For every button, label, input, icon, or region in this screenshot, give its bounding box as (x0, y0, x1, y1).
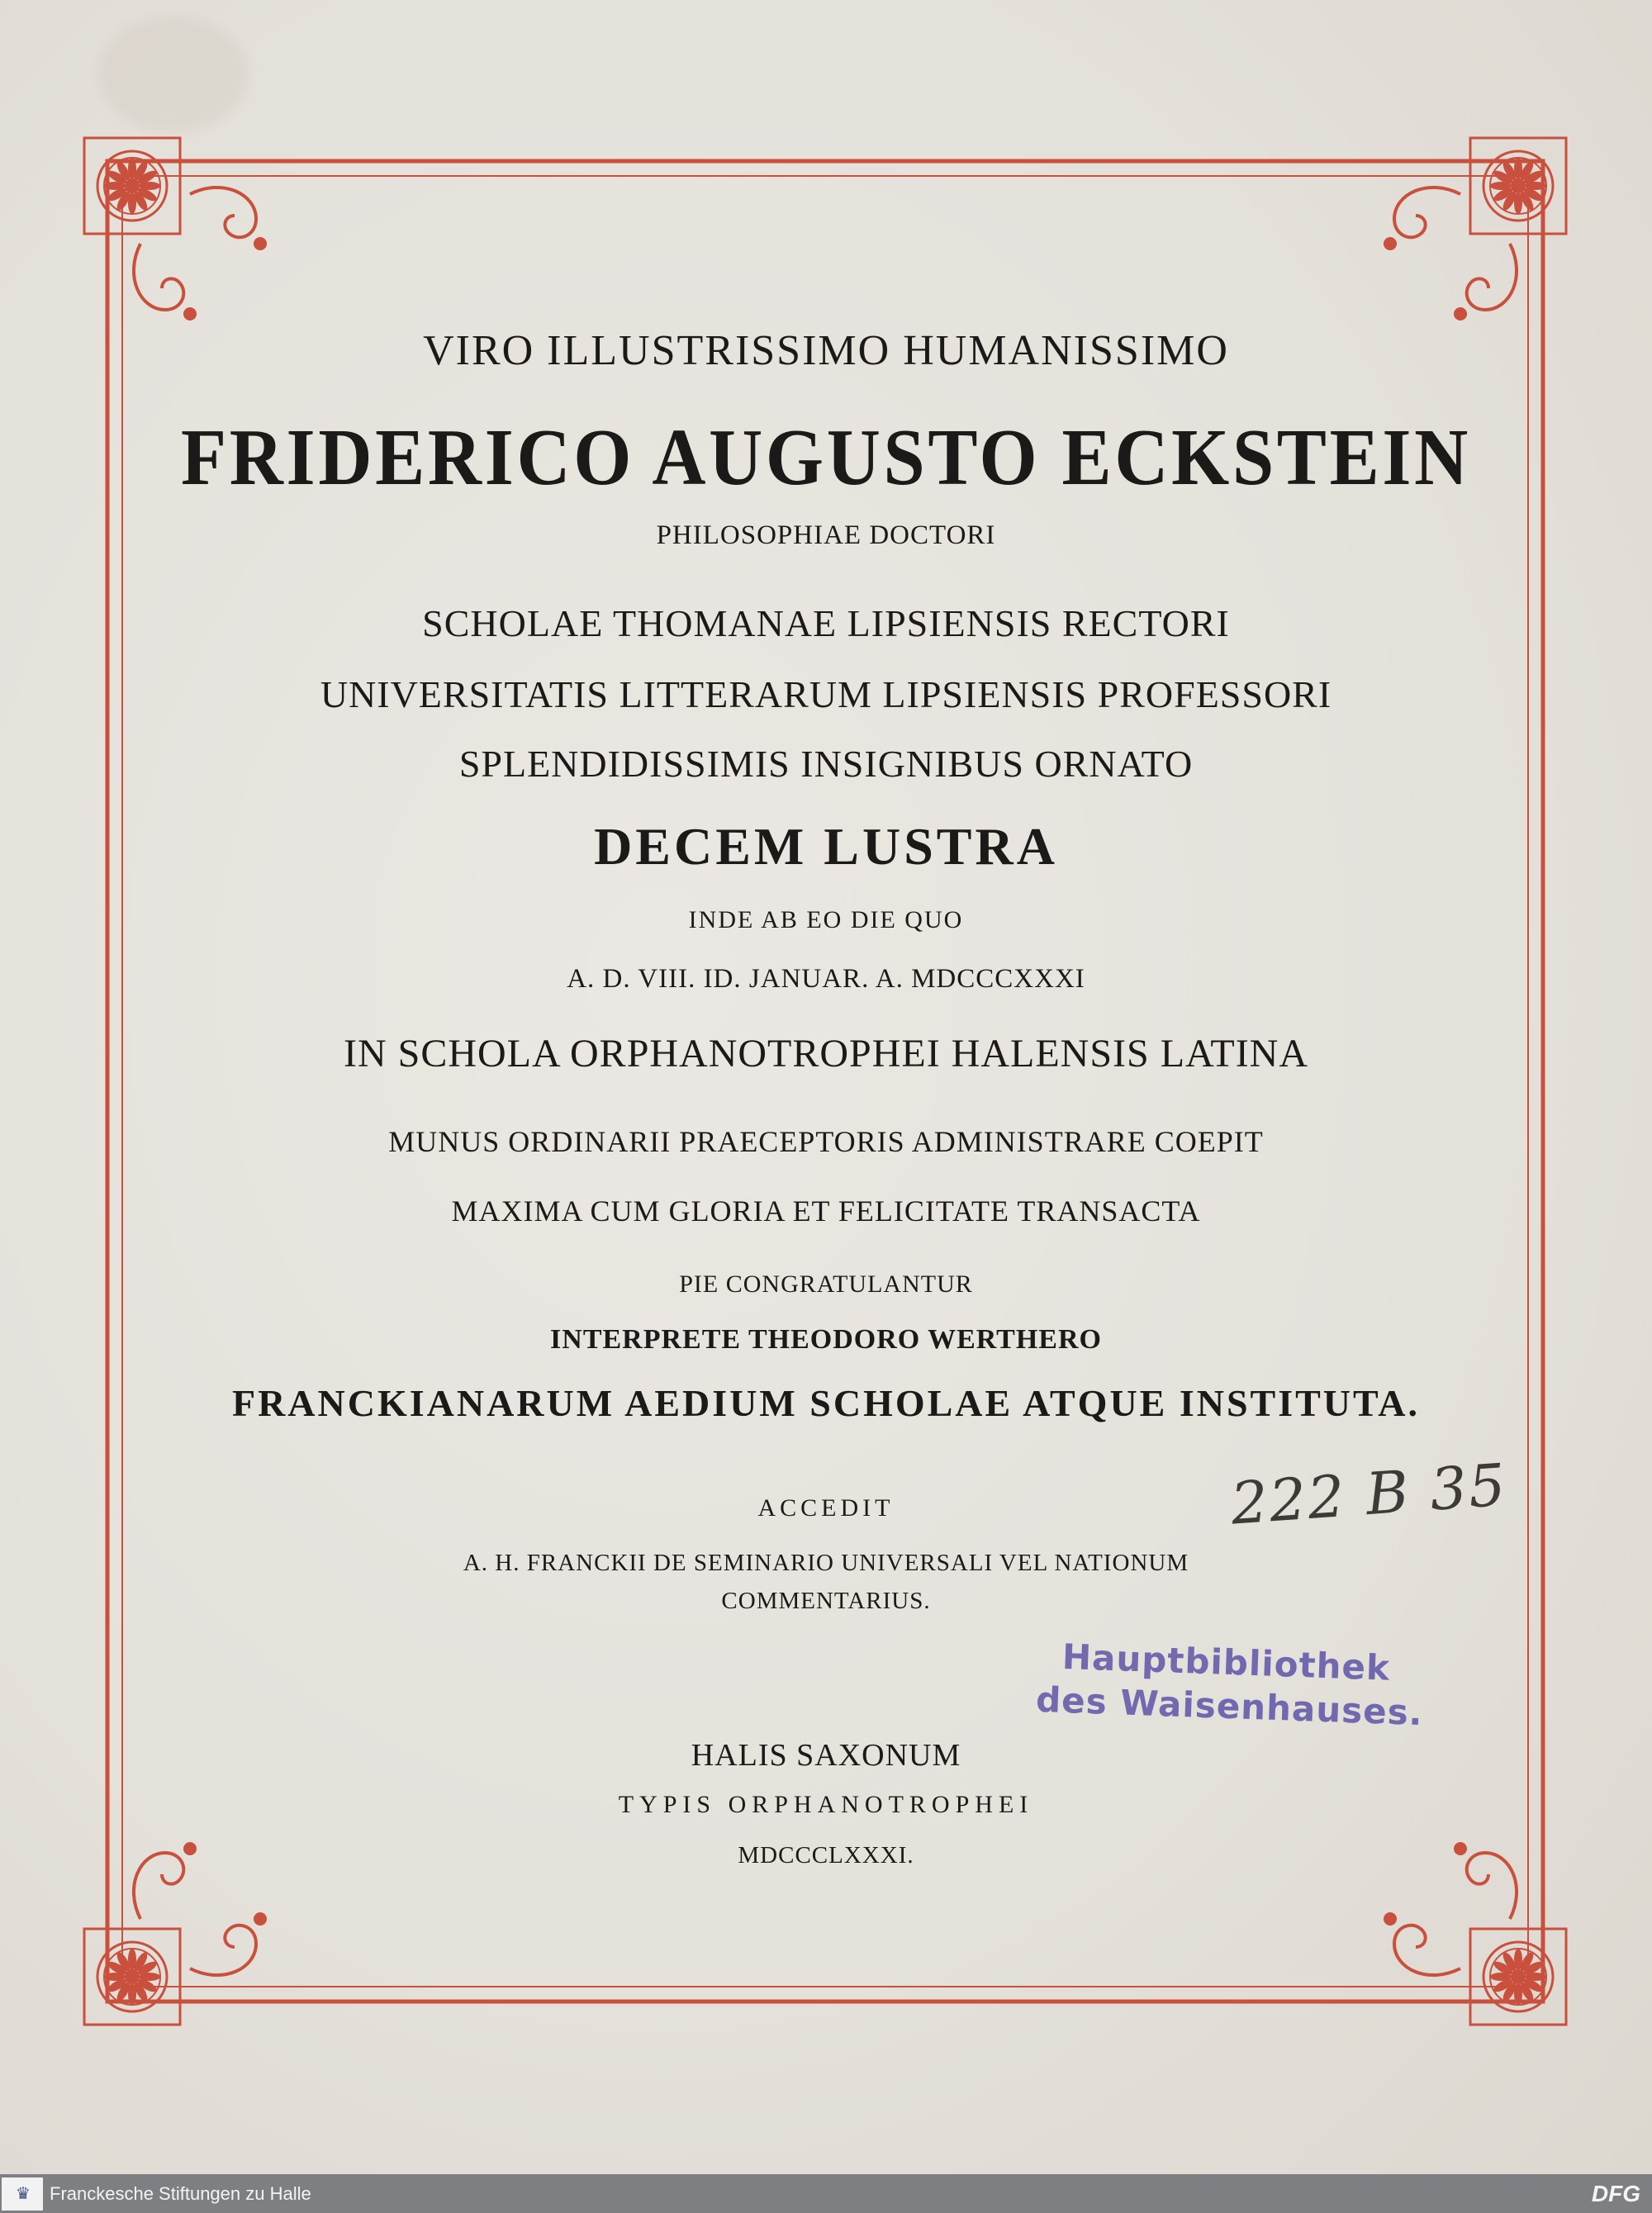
institution-logo-icon: ♛ (2, 2177, 43, 2211)
occasion-heading: DECEM LUSTRA (594, 817, 1058, 876)
corner-ornament-tr (1385, 138, 1566, 319)
degree-line: PHILOSOPHIAE DOCTORI (656, 520, 996, 550)
appendix-line-1: A. H. FRANCKII DE SEMINARIO UNIVERSALI VEL NATIONUM (463, 1550, 1189, 1576)
footer-institution: Franckesche Stiftungen zu Halle (50, 2183, 311, 2204)
place-line: HALIS SAXONUM (691, 1738, 961, 1773)
year-line: MDCCCLXXXI. (738, 1842, 914, 1869)
stamp-line-2: des Waisenhauses. (1035, 1679, 1424, 1734)
printer-line: TYPIS ORPHANOTROPHEI (618, 1791, 1034, 1818)
viewer-footer-bar (0, 2174, 1652, 2213)
congrats-line: PIE CONGRATULANTUR (679, 1270, 973, 1298)
since-line: INDE AB EO DIE QUO (688, 906, 964, 933)
appendix-line-2: COMMENTARIUS. (721, 1588, 931, 1614)
role-line-1: SCHOLAE THOMANAE LIPSIENSIS RECTORI (422, 602, 1230, 644)
interpreter-line: INTERPRETE THEODORO WERTHERO (550, 1324, 1102, 1355)
corner-ornament-tl (84, 138, 265, 319)
role-line-2: UNIVERSITATIS LITTERARUM LIPSIENSIS PROFESSORI (320, 673, 1332, 715)
corner-ornament-bl (84, 1844, 265, 2025)
dfg-logo: DFG (1591, 2181, 1640, 2206)
date-line: A. D. VIII. ID. JANUAR. A. MDCCCXXXI (567, 964, 1085, 994)
library-stamp (1035, 1636, 1425, 1733)
office-line: MUNUS ORDINARII PRAECEPTORIS ADMINISTRARE COEPIT (388, 1125, 1264, 1158)
accedit-line: ACCEDIT (757, 1494, 895, 1522)
dedication-line: VIRO ILLUSTRISSIMO HUMANISSIMO (423, 327, 1229, 374)
school-line: IN SCHOLA ORPHANOTROPHEI HALENSIS LATINA (343, 1032, 1309, 1076)
corner-ornament-br (1385, 1844, 1566, 2025)
stamp-line-1: Hauptbibliothek (1061, 1636, 1391, 1688)
glory-line: MAXIMA CUM GLORIA ET FELICITATE TRANSACTA (451, 1194, 1201, 1228)
role-line-3: SPLENDIDISSIMIS INSIGNIBUS ORNATO (458, 743, 1194, 785)
institution-line: FRANCKIANARUM AEDIUM SCHOLAE ATQUE INSTITUTA. (231, 1382, 1421, 1424)
honoree-name: FRIDERICO AUGUSTO ECKSTEIN (181, 413, 1471, 502)
handwritten-shelfmark: 222 B 35 (1228, 1451, 1510, 1538)
